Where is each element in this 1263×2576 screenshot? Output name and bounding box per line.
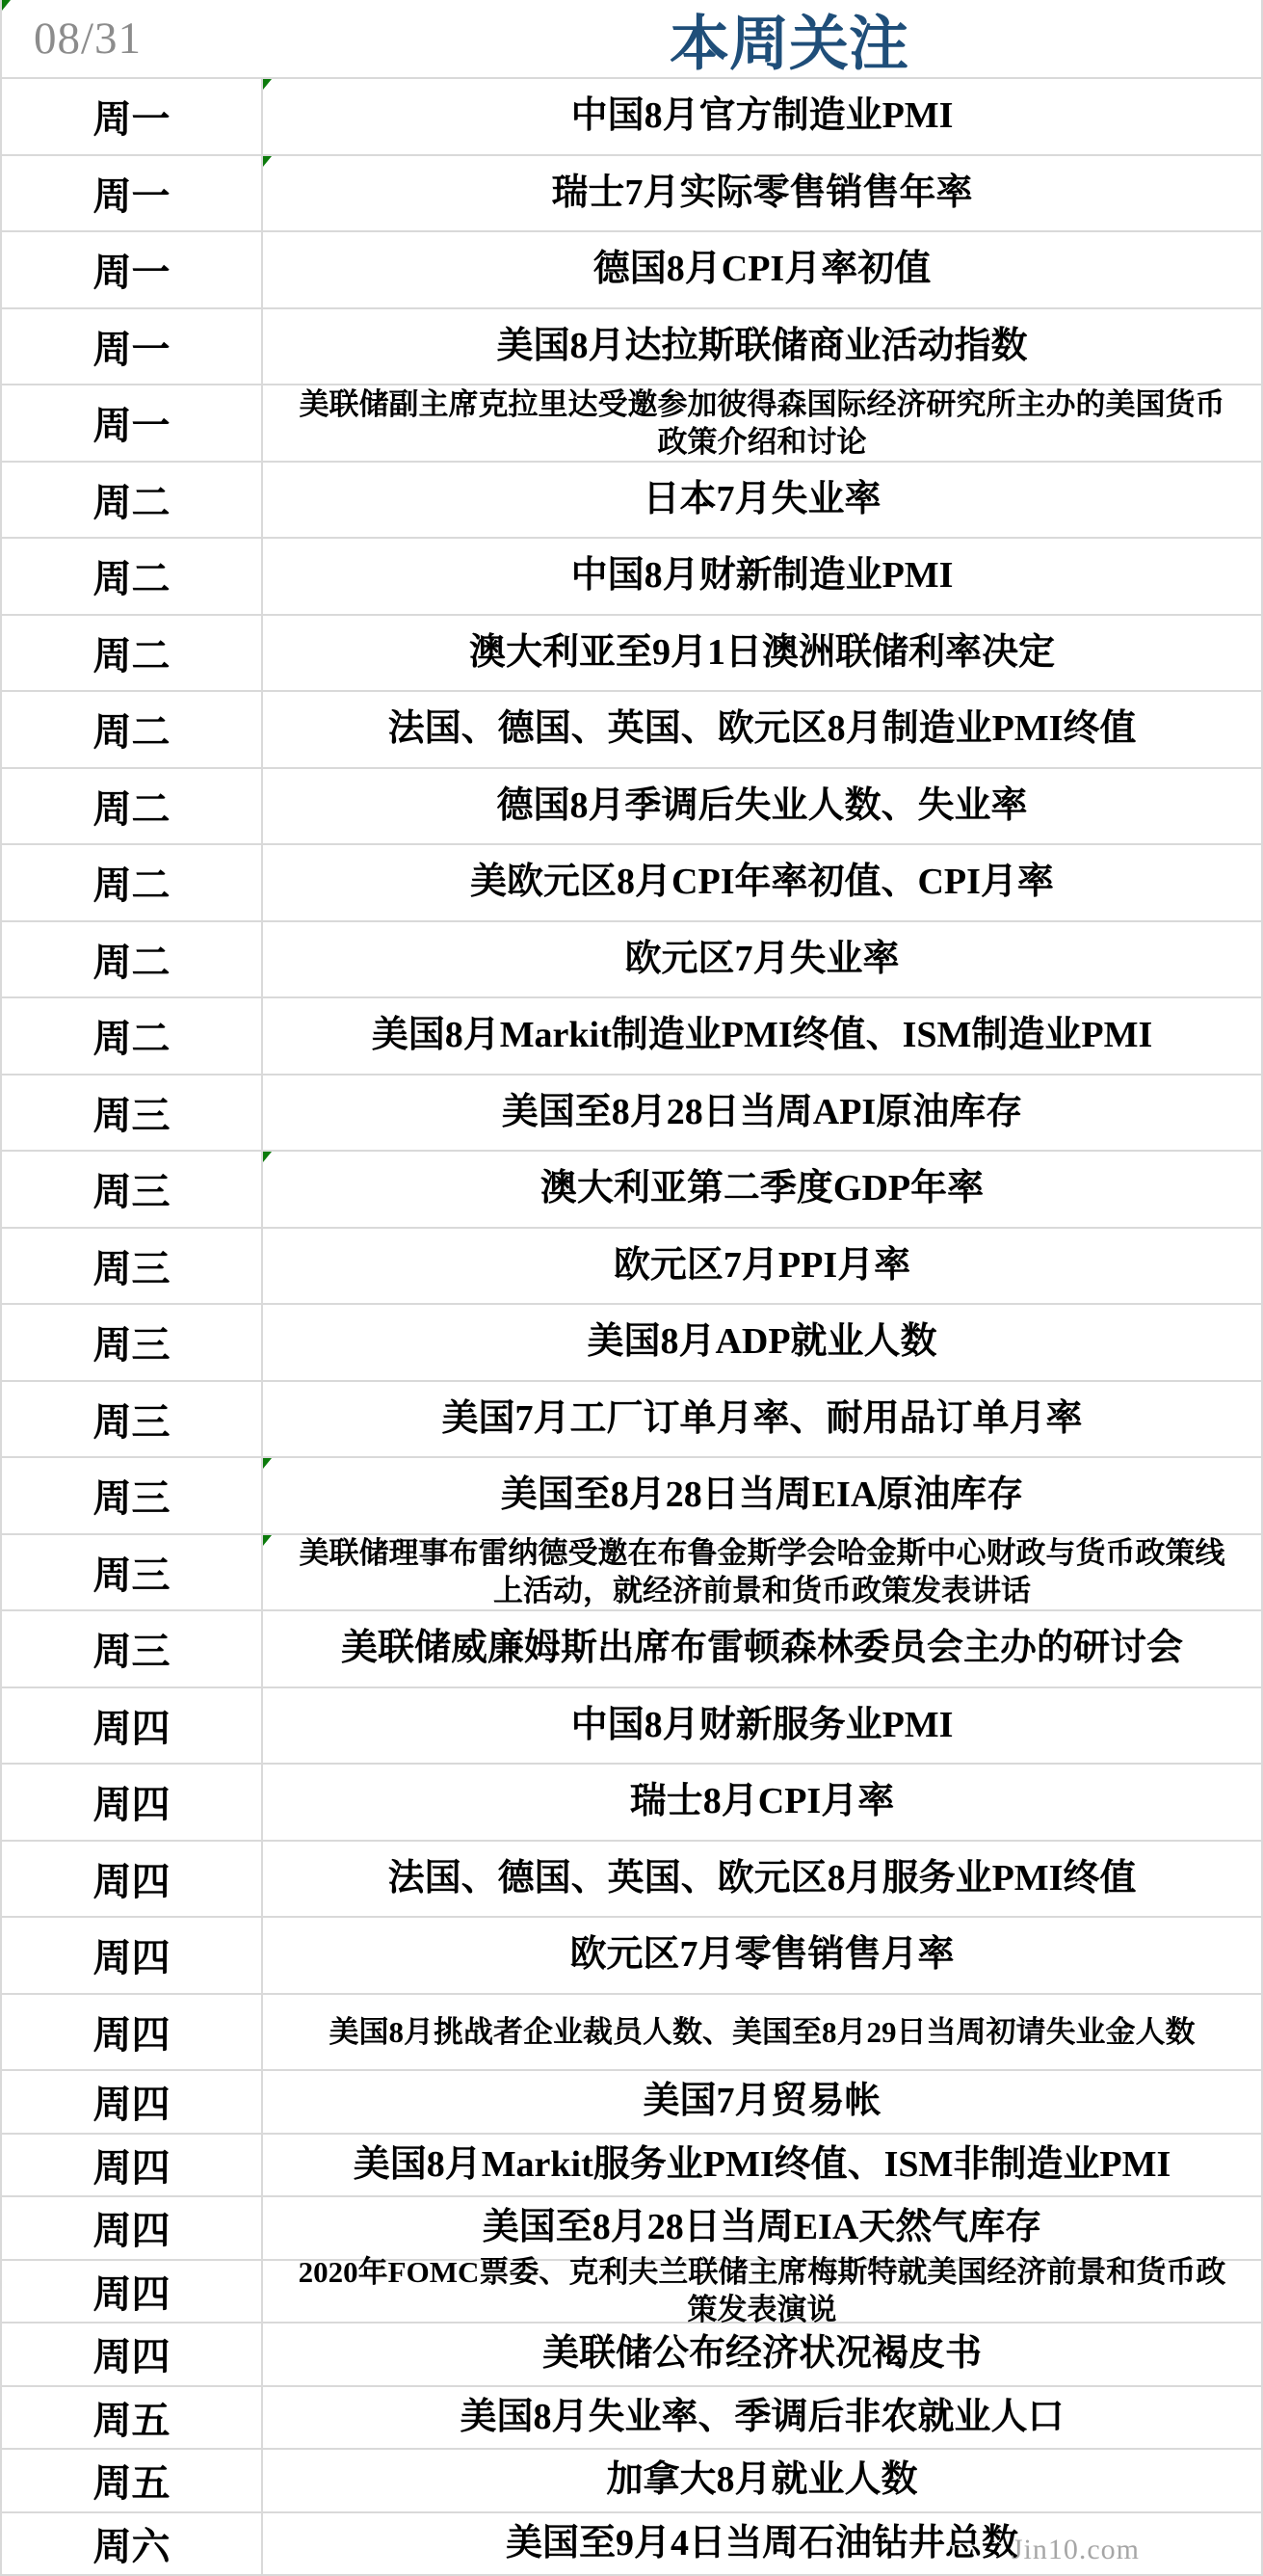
event-text: 美联储理事布雷纳德受邀在布鲁金斯学会哈金斯中心财政与货币政策线上活动，就经济前景和货币政策发表讲话	[299, 1536, 1225, 1608]
page-title: 本周关注	[669, 12, 909, 78]
table-row	[2, 2324, 1261, 2387]
day-label: 周三	[2, 1458, 263, 1533]
event-cell	[263, 2071, 1261, 2133]
event-text: 中国8月财新服务业PMI	[570, 1704, 954, 1745]
event-text: 瑞士8月CPI月率	[629, 1781, 895, 1822]
event-cell	[263, 1918, 1261, 1993]
cell-marker-icon	[263, 1152, 272, 1162]
event-text: 中国8月财新制造业PMI	[570, 555, 954, 597]
day-label: 周四	[2, 1765, 263, 1840]
day-label: 周四	[2, 2197, 263, 2259]
event-text: 日本7月失业率	[643, 478, 881, 519]
day-label: 周二	[2, 463, 263, 538]
table-row	[2, 1458, 1261, 1535]
event-cell	[263, 692, 1261, 767]
cell-marker-icon	[263, 1535, 272, 1546]
cell-marker-icon	[263, 156, 272, 167]
event-text: 2020年FOMC票委、克利夫兰联储主席梅斯特就美国经济前景和货币政策发表演说	[298, 2255, 1226, 2327]
cell-marker-icon	[263, 1458, 272, 1469]
table-row	[2, 2071, 1261, 2135]
event-cell	[263, 1076, 1261, 1151]
event-cell	[263, 2135, 1261, 2196]
day-label: 周一	[2, 385, 263, 461]
event-cell	[263, 1458, 1261, 1533]
table-header	[2, 0, 1261, 79]
event-text: 美国8月挑战者企业裁员人数、美国至8月29日当周初请失业金人数	[329, 2014, 1196, 2049]
table-row	[2, 1305, 1261, 1382]
event-text: 德国8月CPI月率初值	[592, 249, 932, 290]
day-label: 周二	[2, 769, 263, 844]
table-row	[2, 1535, 1261, 1612]
day-label: 周一	[2, 309, 263, 385]
day-label: 周六	[2, 2513, 263, 2575]
event-cell	[263, 845, 1261, 920]
event-text: 美国8月失业率、季调后非农就业人口	[460, 2396, 1065, 2437]
table-row	[2, 156, 1261, 233]
day-label: 周四	[2, 1918, 263, 1993]
event-cell	[263, 1229, 1261, 1304]
table-row	[2, 232, 1261, 309]
day-label: 周四	[2, 2261, 263, 2323]
table-row	[2, 845, 1261, 922]
table-row	[2, 2255, 1261, 2327]
day-label: 周二	[2, 616, 263, 691]
event-text: 法国、德国、英国、欧元区8月制造业PMI终值	[387, 708, 1137, 750]
event-cell	[263, 79, 1261, 154]
event-text: 美联储副主席克拉里达受邀参加彼得森国际经济研究所主办的美国货币政策介绍和讨论	[299, 386, 1225, 459]
event-text: 加拿大8月就业人数	[606, 2459, 918, 2501]
event-text: 美国8月Markit制造业PMI终值、ISM制造业PMI	[371, 1015, 1153, 1056]
cell-marker-icon	[2, 0, 11, 11]
event-cell	[263, 2324, 1261, 2385]
event-cell	[263, 922, 1261, 997]
event-text: 美国8月达拉斯联储商业活动指数	[496, 325, 1028, 366]
table-row	[2, 1995, 1261, 2072]
event-cell	[263, 385, 1261, 461]
table-row	[2, 1152, 1261, 1229]
event-cell	[263, 1688, 1261, 1764]
event-cell	[263, 1995, 1261, 2070]
event-cell	[263, 616, 1261, 691]
table-row	[2, 2450, 1261, 2513]
table-row	[2, 998, 1261, 1076]
day-label: 周二	[2, 539, 263, 614]
table-row	[2, 1229, 1261, 1306]
event-text: 欧元区7月PPI月率	[613, 1244, 911, 1286]
day-label: 周二	[2, 922, 263, 997]
day-label: 周一	[2, 79, 263, 154]
table-row	[2, 922, 1261, 999]
event-cell	[263, 769, 1261, 844]
day-label: 周四	[2, 2071, 263, 2133]
day-label: 周三	[2, 1535, 263, 1610]
day-label: 周三	[2, 1152, 263, 1227]
table-row	[2, 1842, 1261, 1919]
event-text: 欧元区7月失业率	[624, 938, 900, 979]
day-label: 周四	[2, 1995, 263, 2070]
event-text: 欧元区7月零售销售月率	[569, 1934, 955, 1976]
jin10-watermark: Jin10.com	[1011, 2534, 1140, 2565]
event-cell	[263, 1152, 1261, 1227]
event-cell	[263, 1611, 1261, 1686]
event-text: 美国7月贸易帐	[643, 2081, 881, 2122]
day-label: 周二	[2, 998, 263, 1074]
day-label: 周三	[2, 1382, 263, 1457]
table-row	[2, 692, 1261, 769]
day-label: 周四	[2, 2324, 263, 2385]
event-cell	[263, 463, 1261, 538]
event-text: 美联储威廉姆斯出席布雷顿森林委员会主办的研讨会	[340, 1628, 1183, 1669]
day-label: 周二	[2, 845, 263, 920]
event-text: 美国至9月4日当周石油钻井总数	[505, 2522, 1018, 2563]
day-label: 周三	[2, 1076, 263, 1151]
event-rows	[2, 79, 1261, 2576]
day-label: 周二	[2, 692, 263, 767]
event-text: 美欧元区8月CPI年率初值、CPI月率	[470, 862, 1054, 903]
event-cell	[263, 539, 1261, 614]
event-text: 美国8月ADP就业人数	[587, 1321, 937, 1363]
table-row	[2, 1382, 1261, 1459]
day-label: 周三	[2, 1611, 263, 1686]
day-label: 周三	[2, 1305, 263, 1380]
table-row	[2, 1611, 1261, 1688]
event-cell	[263, 232, 1261, 307]
event-text: 美联储公布经济状况褐皮书	[541, 2333, 982, 2375]
event-cell	[263, 1382, 1261, 1457]
table-row	[2, 463, 1261, 540]
event-text: 澳大利亚第二季度GDP年率	[539, 1168, 985, 1209]
table-row	[2, 1076, 1261, 1153]
day-label: 周五	[2, 2387, 263, 2449]
table-row	[2, 1918, 1261, 1995]
event-cell	[263, 156, 1261, 231]
table-row	[2, 79, 1261, 156]
table-row	[2, 309, 1261, 386]
event-cell	[263, 1305, 1261, 1380]
event-cell	[263, 1842, 1261, 1917]
event-text: 澳大利亚至9月1日澳洲联储利率决定	[468, 631, 1055, 673]
event-text: 德国8月季调后失业人数、失业率	[496, 784, 1028, 826]
table-row	[2, 616, 1261, 693]
table-row	[2, 2387, 1261, 2451]
event-cell	[263, 2387, 1261, 2449]
table-row	[2, 2135, 1261, 2198]
table-row	[2, 769, 1261, 846]
day-label: 周四	[2, 1688, 263, 1764]
event-cell	[263, 1535, 1261, 1610]
event-text: 美国至8月28日当周EIA天然气库存	[482, 2207, 1042, 2248]
event-cell	[263, 998, 1261, 1074]
event-text: 中国8月官方制造业PMI	[570, 95, 954, 137]
day-label: 周三	[2, 1229, 263, 1304]
day-label: 周四	[2, 2135, 263, 2196]
header-date: 08/31	[34, 13, 143, 64]
event-text: 瑞士7月实际零售销售年率	[551, 172, 973, 213]
event-text: 美国至8月28日当周API原油库存	[501, 1091, 1023, 1132]
event-cell	[263, 309, 1261, 385]
event-cell	[263, 2255, 1261, 2327]
table-row	[2, 2197, 1261, 2261]
day-label: 周一	[2, 232, 263, 307]
event-text: 美国7月工厂订单月率、耐用品订单月率	[441, 1397, 1083, 1439]
event-cell	[263, 2197, 1261, 2259]
table-row	[2, 1688, 1261, 1766]
event-cell	[263, 2450, 1261, 2511]
day-label: 周四	[2, 1842, 263, 1917]
day-label: 周五	[2, 2450, 263, 2511]
event-text: 美国8月Markit服务业PMI终值、ISM非制造业PMI	[353, 2143, 1171, 2185]
event-text: 美国至8月28日当周EIA原油库存	[500, 1474, 1024, 1516]
table-row	[2, 539, 1261, 616]
table-row	[2, 1765, 1261, 1842]
day-label: 周一	[2, 156, 263, 231]
event-cell	[263, 1765, 1261, 1840]
event-text: 法国、德国、英国、欧元区8月服务业PMI终值	[387, 1857, 1137, 1899]
cell-marker-icon	[263, 79, 272, 90]
table-row	[2, 385, 1261, 463]
